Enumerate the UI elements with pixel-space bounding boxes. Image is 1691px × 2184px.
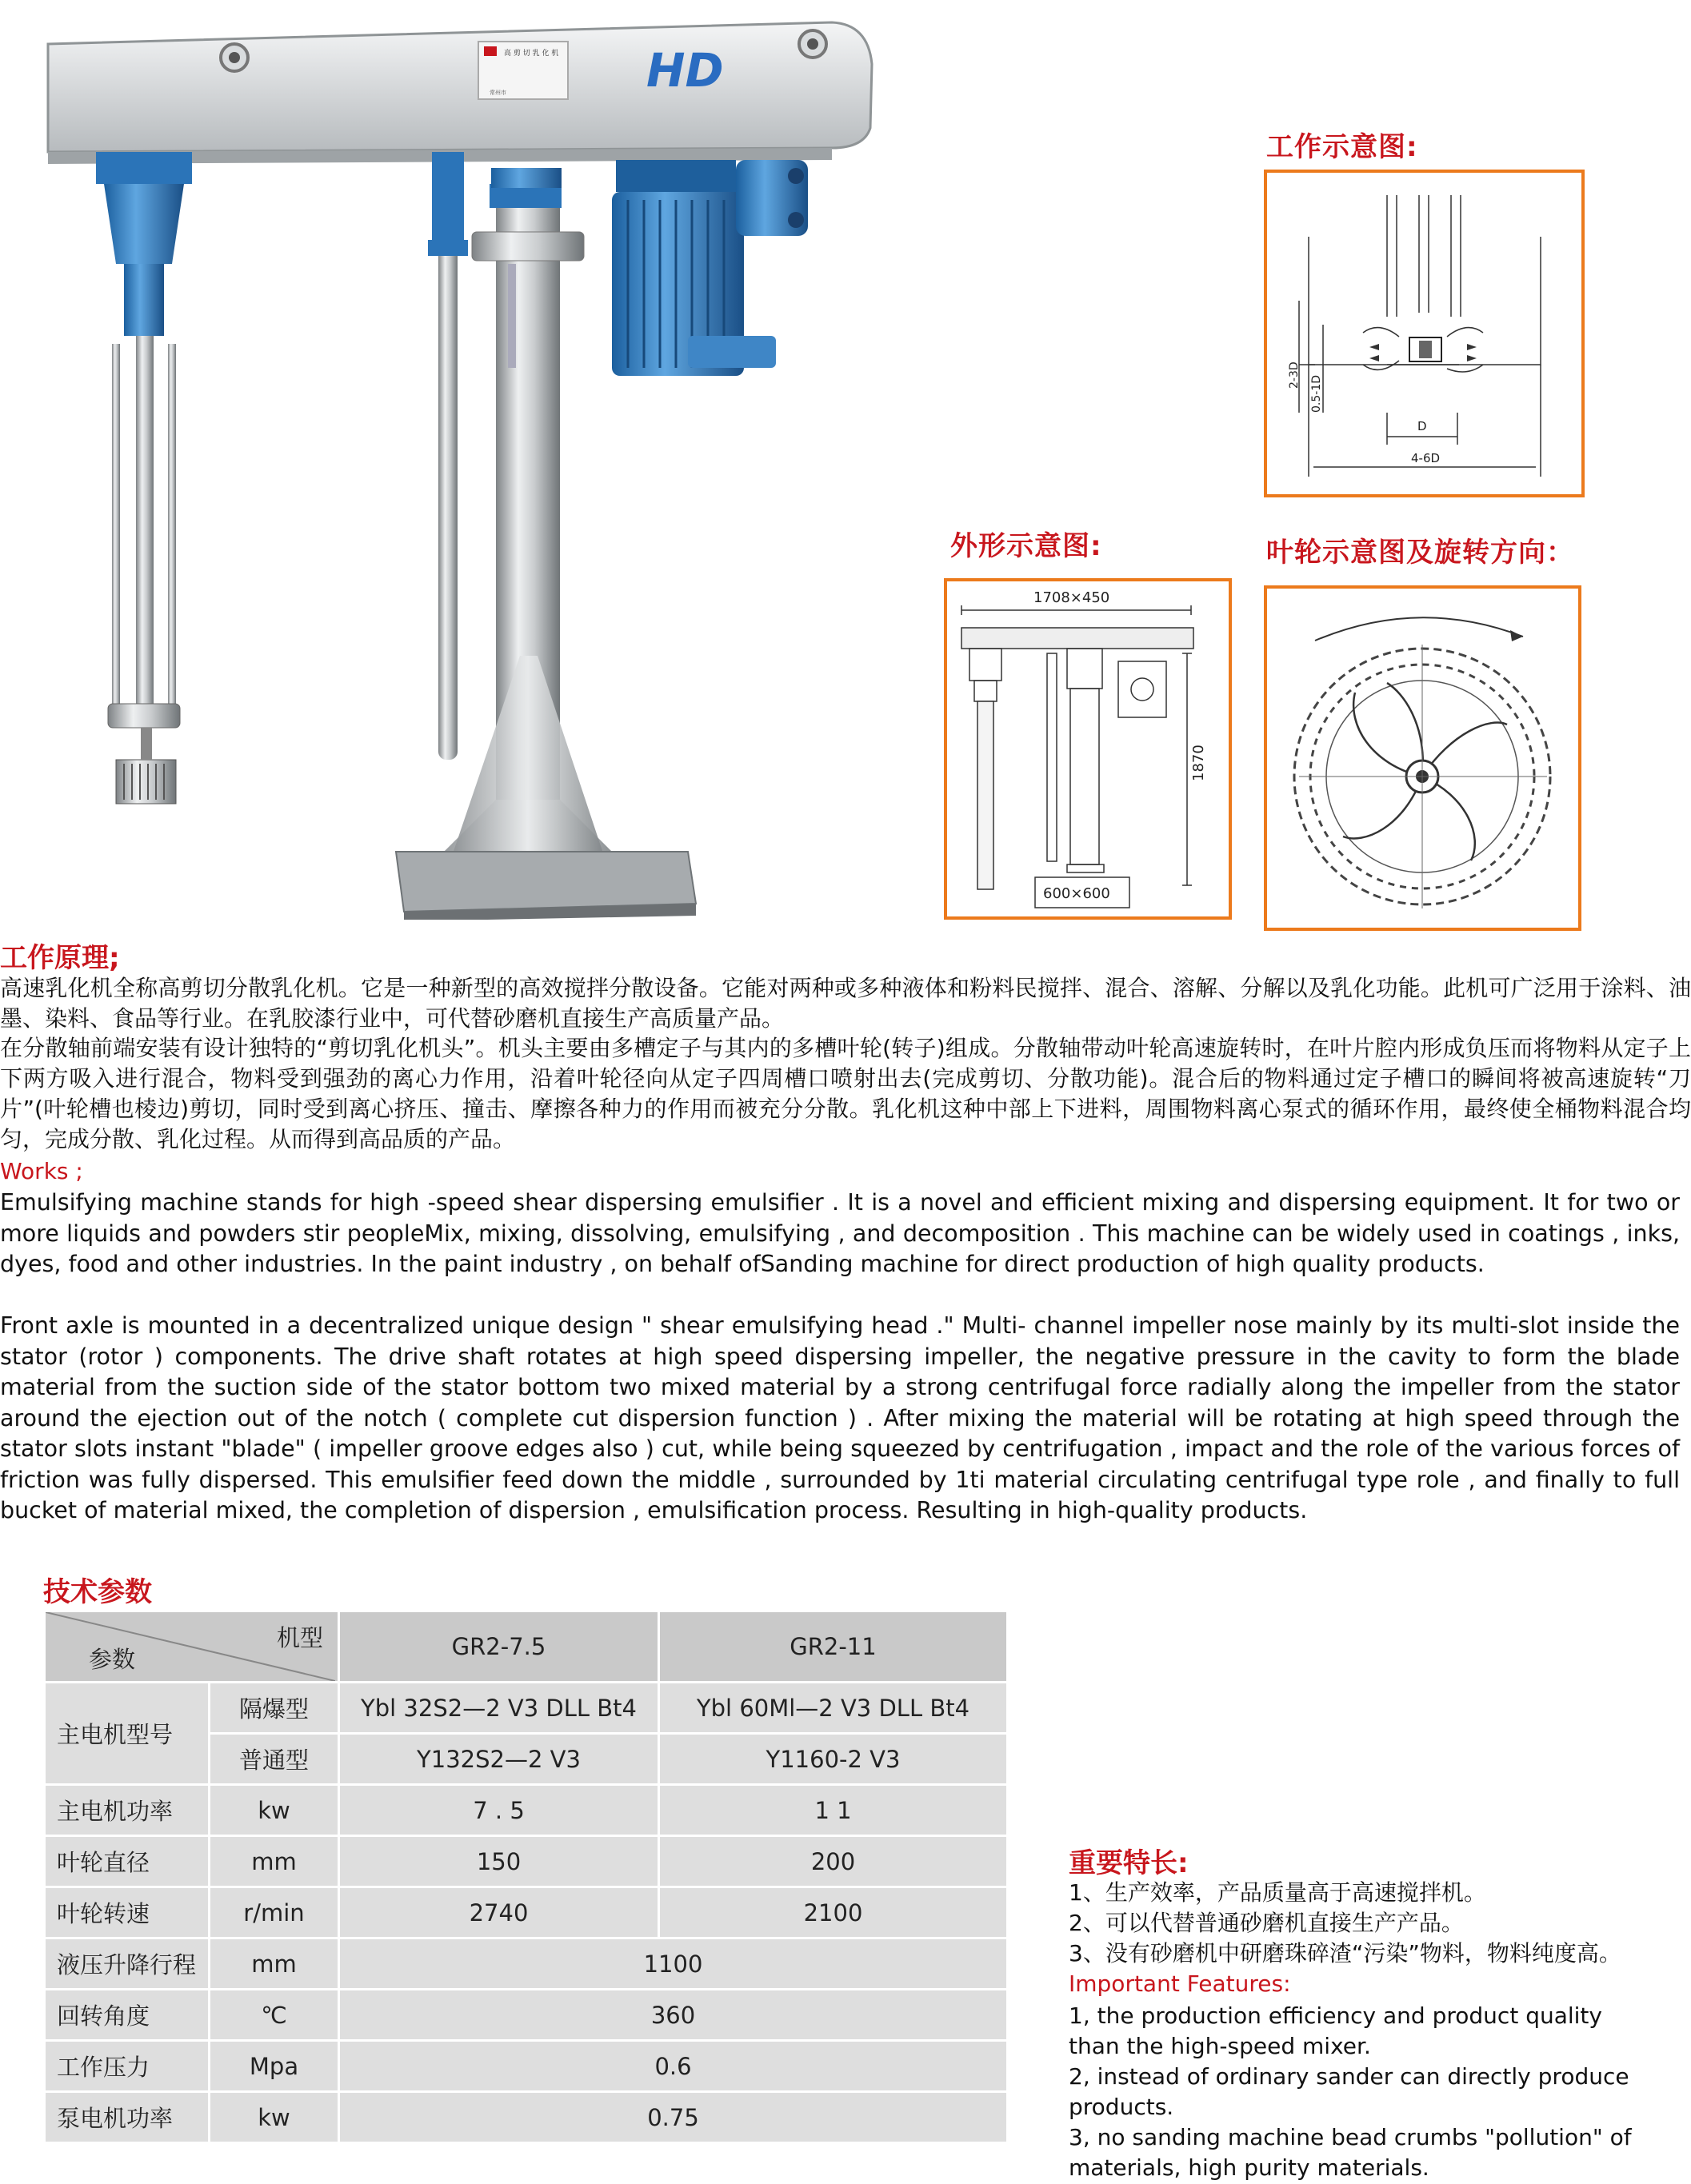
row-unit: kw	[210, 2092, 339, 2143]
spec-table	[43, 1610, 1009, 2144]
spec-header-row	[45, 1611, 1008, 1683]
outline-diagram-box	[944, 578, 1232, 920]
principle-en-paragraph-1: Emulsifying machine stands for high -speed shear dispersing emulsifier . It is a novel and efficient mixing and dispersing equipment. It for two or more liquids and powders stir peopleMix, mixing, dissolving, emulsifying , and decomposition . This machine can be widely used in coatings , inks, dyes, food and other industries. In the paint industry , on behalf ofSanding machine for direct production of high quality products.	[0, 1189, 1680, 1277]
svg-text:HD: HD	[646, 43, 724, 98]
work-diagram-box	[1264, 170, 1585, 497]
spec-row	[45, 1785, 1008, 1836]
spec-corner-cell	[45, 1611, 339, 1683]
row-label: 叶轮转速	[45, 1887, 210, 1938]
row-unit: Mpa	[210, 2041, 339, 2092]
spec-row-motor-explosion	[45, 1683, 1008, 1734]
row-unit: mm	[210, 1938, 339, 1990]
corner-param-label: 参数	[89, 1646, 136, 1673]
label-base-size: 600×600	[1043, 885, 1110, 902]
label-2-3d: 2-3D	[1288, 361, 1301, 389]
features-en-label: Important Features:	[1069, 1970, 1291, 1997]
outline-diagram-title: 外形示意图:	[950, 530, 1102, 562]
spec-row	[45, 1836, 1008, 1887]
spec-row	[45, 1938, 1008, 1990]
row-value-1: 2740	[339, 1887, 659, 1938]
spec-row	[45, 1887, 1008, 1938]
row-value-2: 2100	[659, 1887, 1008, 1938]
row-unit: r/min	[210, 1887, 339, 1938]
work-diagram-title: 工作示意图:	[1266, 131, 1418, 163]
svg-text:常州市: 常州市	[490, 90, 506, 96]
motor-normal-v1: Y132S2—2 V3	[339, 1734, 659, 1785]
works-label: Works ;	[0, 1158, 83, 1184]
model-header-2: GR2-11	[659, 1611, 1008, 1683]
row-unit: ℃	[210, 1990, 339, 2041]
emulsifier-machine-photo	[0, 0, 880, 920]
impeller-diagram-title: 叶轮示意图及旋转方向：	[1266, 537, 1574, 569]
spec-row	[45, 2041, 1008, 2092]
principle-title: 工作原理;	[0, 942, 120, 974]
row-label: 液压升降行程	[45, 1938, 210, 1990]
label-0.5-1d: 0.5-1D	[1310, 374, 1323, 413]
row-value-2: 200	[659, 1836, 1008, 1887]
motor-explosion-v2: Ybl 60Ml—2 V3 DLL Bt4	[659, 1683, 1008, 1734]
motor-model-label: 主电机型号	[45, 1683, 210, 1785]
feature-en-1: 1, the production efficiency and product quality than the high-speed mixer.	[1069, 2002, 1602, 2059]
svg-text:高 剪 切 乳 化 机: 高 剪 切 乳 化 机	[504, 50, 559, 58]
principle-cn-paragraph-1: 高速乳化机全称高剪切分散乳化机。它是一种新型的高效搅拌分散设备。它能对两种或多种液体和粉料民搅拌、混合、溶解、分解以及乳化功能。此机可广泛用于涂料、油墨、染料、食品等行业。在乳胶漆行业中，可代替砂磨机直接生产高质量产品。	[0, 975, 1691, 1032]
label-d: D	[1417, 419, 1427, 433]
row-value-2: 1 1	[659, 1785, 1008, 1836]
row-label: 回转角度	[45, 1990, 210, 2041]
corner-model-label: 机型	[276, 1624, 323, 1651]
impeller-rotation-diagram	[1267, 589, 1578, 928]
features-title: 重要特长:	[1069, 1847, 1189, 1879]
row-label: 泵电机功率	[45, 2092, 210, 2143]
label-4-6d: 4-6D	[1411, 451, 1441, 465]
feature-en-2: 2, instead of ordinary sander can directly produce products.	[1069, 2063, 1629, 2120]
row-label: 叶轮直径	[45, 1836, 210, 1887]
row-value: 0.6	[339, 2041, 1008, 2092]
feature-en-3: 3, no sanding machine bead crumbs "pollution" of materials, high purity materials.	[1069, 2124, 1632, 2181]
row-value: 360	[339, 1990, 1008, 2041]
row-value-1: 150	[339, 1836, 659, 1887]
impeller-diagram-box	[1264, 585, 1581, 931]
row-unit: mm	[210, 1836, 339, 1887]
feature-cn-2: 2、可以代替普通砂磨机直接生产产品。	[1069, 1910, 1464, 1936]
principle-en-paragraph-2: Front axle is mounted in a decentralized unique design " shear emulsifying head ." Multi- channel impeller nose mainly by its multi-slot inside the stator (rotor ) components. The drive shaft rotates at high speed dispersing impeller, the negative pressure in the cavity to form the blade material from the suction side of the stator bottom two mixed material by a strong centrifugal force radially along the impeller from the stator around the ejection out of the notch ( complete cut dispersion function ) . After mixing the material will be rotating at high speed through the stator slots instant "blade" ( impeller groove edges also ) cut, while being squeezed by centrifugation , impact and the role of the various forces of friction was fully dispersed. This emulsifier feed down the middle , surrounded by 1ti material circulating centrifugal type role , and finally to full bucket of material mixed, the completion of dispersion , emulsification process. Resulting in high-quality products.	[0, 1312, 1680, 1523]
spec-row	[45, 1990, 1008, 2041]
row-unit: kw	[210, 1785, 339, 1836]
motor-type-explosion: 隔爆型	[210, 1683, 339, 1734]
outline-dimension-diagram	[947, 581, 1229, 916]
feature-cn-1: 1、生产效率，产品质量高于高速搅拌机。	[1069, 1879, 1486, 1906]
label-height: 1870	[1190, 745, 1207, 781]
spec-row	[45, 2092, 1008, 2143]
row-label: 主电机功率	[45, 1785, 210, 1836]
principle-cn-paragraph-2: 在分散轴前端安装有设计独特的“剪切乳化机头”。机头主要由多槽定子与其内的多槽叶轮(转子)组成。分散轴带动叶轮高速旋转时，在叶片腔内形成负压而将物料从定子上下两方吸入进行混合，物料受到强劲的离心力作用，沿着叶轮径向从定子四周槽口喷射出去(完成剪切、分散功能)。混合后的物料通过定子槽口的瞬间将被高速旋转“刀片”(叶轮槽也棱边)剪切，同时受到离心挤压、撞击、摩擦各种力的作用而被充分分散。乳化机这种中部上下进料，周围物料离心泵式的循环作用，最终使全桶物料混合均匀，完成分散、乳化过程。从而得到高品质的产品。	[0, 1035, 1691, 1152]
motor-explosion-v1: Ybl 32S2—2 V3 DLL Bt4	[339, 1683, 659, 1734]
work-principle-diagram	[1267, 173, 1581, 494]
motor-normal-v2: Y1160-2 V3	[659, 1734, 1008, 1785]
feature-cn-3: 3、没有砂磨机中研磨珠碎渣“污染”物料，物料纯度高。	[1069, 1940, 1621, 1966]
specs-title: 技术参数	[43, 1576, 152, 1608]
row-value-1: 7 . 5	[339, 1785, 659, 1836]
row-label: 工作压力	[45, 2041, 210, 2092]
motor-type-normal: 普通型	[210, 1734, 339, 1785]
label-top-size: 1708×450	[1033, 589, 1110, 606]
row-value: 0.75	[339, 2092, 1008, 2143]
row-value: 1100	[339, 1938, 1008, 1990]
model-header-1: GR2-7.5	[339, 1611, 659, 1683]
